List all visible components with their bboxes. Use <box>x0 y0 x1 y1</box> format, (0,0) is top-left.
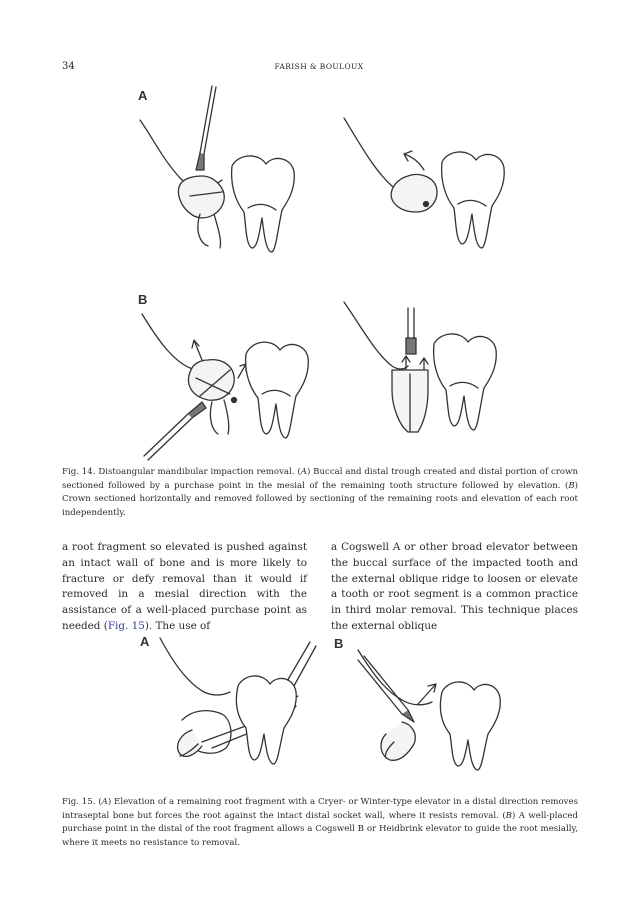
running-title: FARISH & BOULOUX <box>274 62 364 71</box>
fig14-label-a: A <box>138 88 148 103</box>
fig14-panel-b-left <box>142 314 308 460</box>
body-text-right-column: a Cogswell A or other broad elevator between the buccal surface of the impacted tooth and the external oblique ridge to loosen or elevate a tooth or root segment is a common practice in third molar removal. This technique places the external oblique <box>331 541 578 632</box>
body-text-left-column: a root fragment so elevated is pushed against an intact wall of bone and is more likely to fracture or defy removal than it would if removed in a mesial direction with the assistance of a well-placed purchase point as needed (Fig. 15). The use of <box>62 541 307 632</box>
figure-14-caption: Fig. 14. Distoangular mandibular impaction removal. (A) Buccal and distal trough created and distal portion of crown sectioned followed by a purchase point in the mesial of the remaining tooth structure followed by elevation. (B) Crown sectioned horizontally and removed followed by sectioning of the remaining roots and elevation of each root independently. <box>62 467 578 518</box>
fig15-label-b: B <box>334 636 344 651</box>
fig14-panel-a-right <box>344 118 504 248</box>
page-number: 34 <box>62 61 75 72</box>
figure-15-illustration <box>62 630 578 780</box>
fig14-panel-b-right <box>344 302 496 432</box>
figure-15-caption: Fig. 15. (A) Elevation of a remaining root fragment with a Cryer- or Winter-type elevator in a distal direction removes intraseptal bone but forces the root against the intact distal socket wall, where it resists removal. (B) A well-placed purchase point in the distal of the root fragment allows a Cogswell B or Heidbrink elevator to guide the root mesially, where it meets no resistance to removal. <box>62 797 579 848</box>
fig15-panel-a <box>160 638 316 764</box>
figure-14-illustration <box>62 78 578 463</box>
figure-15-link[interactable]: Fig. 15 <box>107 619 145 632</box>
fig15-panel-b <box>358 650 500 770</box>
fig15-label-a: A <box>140 634 150 649</box>
fig14-label-b: B <box>138 292 148 307</box>
fig14-panel-a-left <box>140 86 294 252</box>
